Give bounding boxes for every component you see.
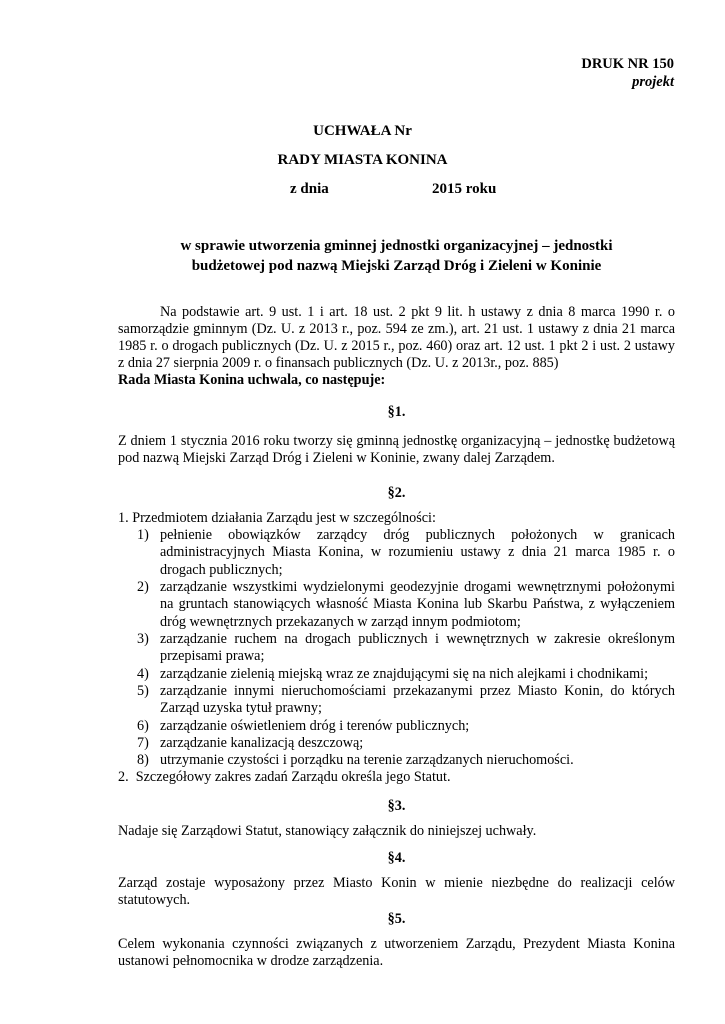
section-2-point-2: 2. Szczegółowy zakres zadań Zarządu określa jego Statut. (118, 769, 451, 785)
section-5-heading: §5. (387, 911, 406, 927)
list-item-text: zarządzanie kanalizacją deszczową; (160, 735, 364, 751)
section-4-text: Zarząd zostaje wyposażony przez Miasto Konin w mienie niezbędne do realizacji celów statutowych. (118, 875, 675, 908)
list-item-text: pełnienie obowiązków zarządcy dróg publicznych położonych w granicach administracyjnych Miasta Konina, w rozumieniu ustawy z dnia 21 marca 1985 r. o drogach publicznych; (160, 527, 675, 578)
legal-basis-paragraph: Na podstawie art. 9 ust. 1 i art. 18 ust. 2 pkt 9 lit. h ustawy z dnia 8 marca 1990 r. o samorządzie gminnym (Dz. U. z 2013 r., poz. 594 ze zm.), art. 21 ust. 1 ustawy z dnia 21 marca 1985 r. o drogach publicznych (Dz. U. z 2015 r., poz. 460) oraz art. 12 ust. 1 pkt 2 i ust. 2 ustawy z dnia 27 sierpnia 2009 r. o finansach publicznych (Dz. U. z 2013r., poz. 885) (118, 304, 675, 371)
draft-label: projekt (632, 74, 674, 90)
list-item (137, 631, 675, 666)
list-item-text: zarządzanie innymi nieruchomościami przekazanymi przez Miasto Konin, do których Zarząd uzyska tytuł prawny; (160, 683, 675, 717)
list-item-number: 1) (137, 527, 149, 543)
subject-line-2: budżetowej pod nazwą Miejski Zarząd Dróg i Zieleni w Koninie (191, 258, 602, 274)
date-prefix: z dnia (290, 181, 329, 197)
list-item-text: utrzymanie czystości i porządku na terenie zarządzanych nieruchomości. (160, 752, 574, 768)
subject-line-1: w sprawie utworzenia gminnej jednostki organizacyjnej – jednostki (180, 238, 613, 254)
section-1-text: Z dniem 1 stycznia 2016 roku tworzy się gminną jednostkę organizacyjną – jednostkę budżetową pod nazwą Miejski Zarząd Dróg i Zieleni w Koninie, zwany dalej Zarządem. (118, 433, 675, 466)
list-item-text: zarządzanie oświetleniem dróg i terenów publicznych; (160, 718, 470, 734)
list-item-number: 8) (137, 752, 149, 768)
list-item-text: zarządzanie zielenią miejską wraz ze znajdującymi się na nich alejkami i chodnikami; (160, 666, 649, 682)
section-3-heading: §3. (387, 798, 406, 814)
section-1-heading: §1. (387, 404, 406, 420)
list-item-text: zarządzanie wszystkimi wydzielonymi geodezyjnie drogami wewnętrznymi położonymi na gruntach stanowiących własność Miasta Konina lub Skarbu Państwa, z wyłączeniem dróg wewnętrznych przekazanych w zarząd innym podmiotom; (160, 579, 675, 630)
resolution-title: UCHWAŁA Nr (313, 123, 412, 139)
list-item-number: 3) (137, 631, 149, 647)
section-2-intro: 1. Przedmiotem działania Zarządu jest w szczególności: (118, 510, 436, 526)
section-5-text: Celem wykonania czynności związanych z utworzeniem Zarządu, Prezydent Miasta Konina ustanowi pełnomocnika w drodze zarządzenia. (118, 936, 675, 969)
section-3-text: Nadaje się Zarządowi Statut, stanowiący załącznik do niniejszej uchwały. (118, 823, 537, 839)
list-item (137, 527, 675, 579)
list-item (137, 718, 675, 735)
list-item-text: zarządzanie ruchem na drogach publicznych i wewnętrznych w zakresie określonym przepisami prawa; (160, 631, 675, 665)
print-number: DRUK NR 150 (581, 56, 674, 72)
list-item (137, 735, 675, 752)
list-item (137, 752, 675, 769)
section-2-heading: §2. (387, 485, 406, 501)
list-item (137, 666, 675, 683)
list-item-number: 7) (137, 735, 149, 751)
section-4-heading: §4. (387, 850, 406, 866)
list-item-number: 2) (137, 579, 149, 595)
council-name: RADY MIASTA KONINA (277, 152, 448, 168)
date-year: 2015 roku (432, 181, 497, 197)
list-item (137, 683, 675, 718)
list-item (137, 579, 675, 631)
list-item-number: 5) (137, 683, 149, 699)
council-decision: Rada Miasta Konina uchwala, co następuje: (118, 372, 386, 388)
list-item-number: 6) (137, 718, 149, 734)
list-item-number: 4) (137, 666, 149, 682)
